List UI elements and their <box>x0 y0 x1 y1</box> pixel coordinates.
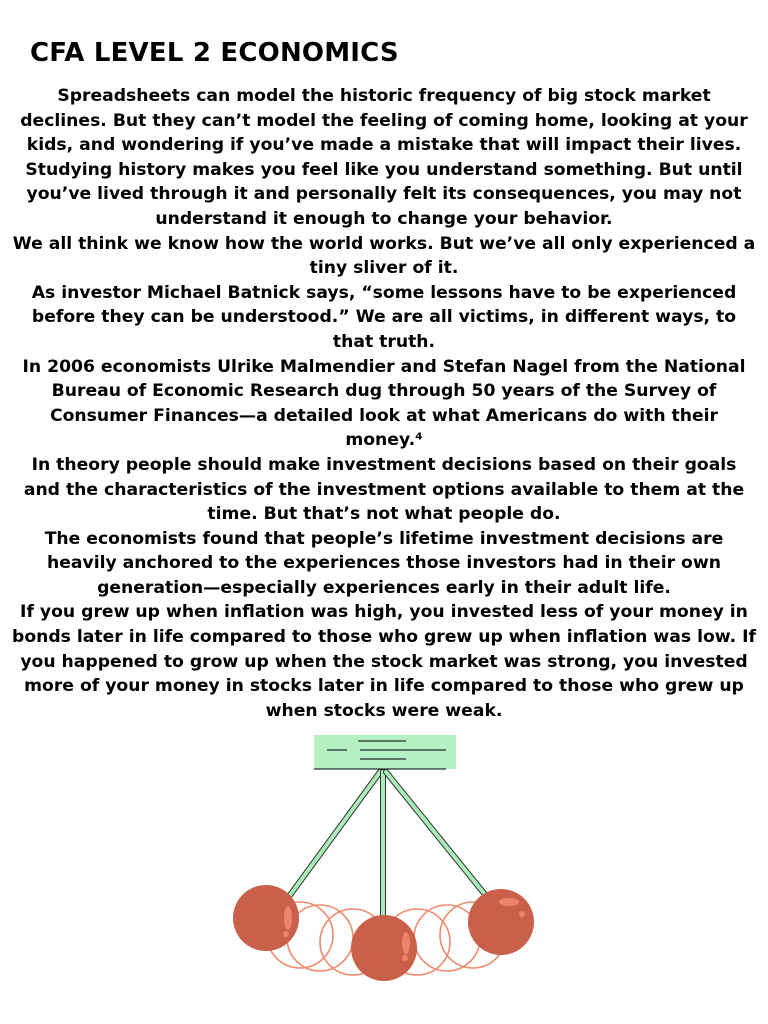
paragraph: The economists found that people’s lifetime investment decisions are heavily anchored to the experiences those investors had in their own generation—especially experiences early in their adult life. <box>44 528 724 598</box>
cradle-strings <box>285 772 491 925</box>
cradle-ball-left <box>233 885 299 951</box>
newtons-cradle-illustration <box>225 730 545 1020</box>
cradle-ball-right <box>468 889 534 955</box>
paragraph: If you grew up when inflation was high, you invested less of your money in bonds later in life compared to those who grew up when inflation was low. If you happened to grow up when the stock market was strong, you invested more of your money in stocks later in life compared to those who grew up when stocks were weak. <box>12 602 756 721</box>
body-text <box>12 84 756 723</box>
cradle-frame <box>314 735 456 769</box>
paragraph: Spreadsheets can model the historic frequency of big stock market declines. But they can’t model the feeling of coming home, looking at your kids, and wondering if you’ve made a mistake that will impact their lives. Studying history makes you feel like you understand something. But until you’ve lived through it and personally felt its consequences, you may not understand it enough to change your behavior. <box>20 86 748 229</box>
paragraph: In theory people should make investment decisions based on their goals and the characteristics of the investment options available to them at the time. But that’s not what people do. <box>23 454 745 525</box>
paragraph: We all think we know how the world works. But we’ve all only experienced a tiny sliver of it. <box>12 233 756 279</box>
paragraph: In 2006 economists Ulrike Malmendier and Stefan Nagel from the National Bureau of Economic Research dug through 50 years of the Survey of Consumer Finances—a detailed look at what Americans do with their money.⁴ <box>22 356 746 451</box>
cradle-ball-middle <box>351 915 417 981</box>
paragraph: As investor Michael Batnick says, “some lessons have to be experienced before they can be understood.” We are all victims, in different ways, to that truth. <box>31 282 737 352</box>
page-title: CFA LEVEL 2 ECONOMICS <box>30 38 399 68</box>
